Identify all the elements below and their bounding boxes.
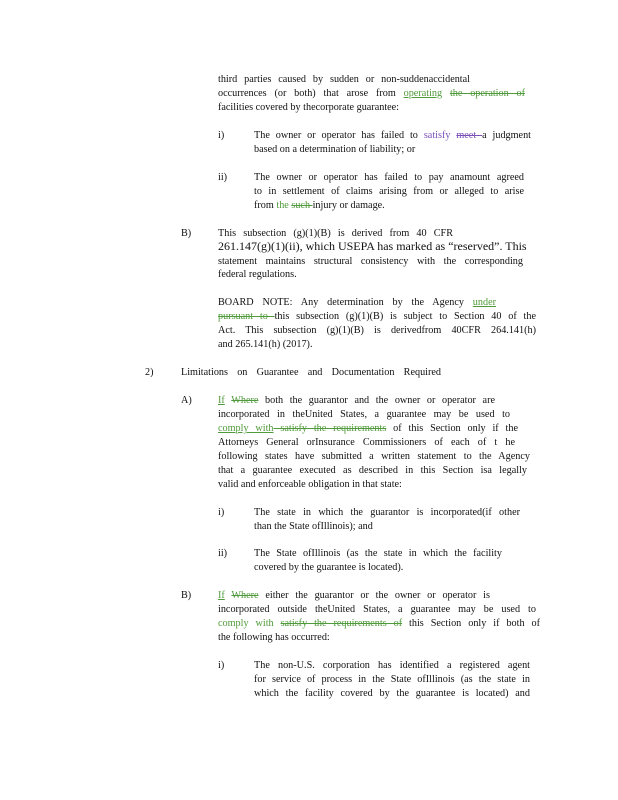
deleted-text: meet [456,130,483,141]
para-line: third parties caused by sudden or non-suddenaccidental [218,74,470,85]
para-line: which the facility covered by the guarantee is located) and [254,688,530,699]
inserted-text: satisfy [423,130,451,141]
item-number: B) [181,590,192,601]
board-note-line: BOARD NOTE: Any determination by the Agency under [218,297,496,308]
para-line: following states have submitted a written statement to the Agency [218,451,530,462]
para-line: The non-U.S. corporation has identified a registered agent [254,660,530,671]
deleted-text: such [291,200,313,211]
para-line: This subsection (g)(1)(B) is derived from 40 CFR [218,228,453,239]
para-line: If Where both the guarantor and the owner or operator are [218,395,495,406]
para-line: If Where either the guarantor or the owner or operator is [218,590,490,601]
inserted-text: If [218,395,225,406]
para-line: the following has occurred: [218,632,330,643]
deleted-text: pursuant to [218,311,275,322]
para-line: Attorneys General orInsurance Commissioners of each of t he [218,437,515,448]
item-number: B) [181,228,192,239]
item-number: ii) [218,172,228,183]
para-line: statement maintains structural consistency with the corresponding [218,256,523,267]
para-line: federal regulations. [218,269,297,280]
para-line: 261.147(g)(1)(ii), which USEPA has marked as “reserved”. This [218,239,527,253]
deleted-text: satisfy the requirements [273,423,387,434]
board-note-line: Act. This subsection (g)(1)(B) is derivedfrom 40CFR 264.141(h) [218,325,536,336]
section-heading: Limitations on Guarantee and Documentation Required [181,367,441,378]
para-line: than the State ofIllinois); and [254,521,373,532]
board-note-line: and 265.141(h) (2017). [218,339,313,350]
section-number: 2) [145,367,154,378]
inserted-text: comply with [218,423,274,434]
para-line: The State ofIllinois (as the state in which the facility [254,548,502,559]
deleted-text: Where [231,395,259,406]
para-line: The owner or operator has failed to satisfy meet a judgment [254,130,531,141]
para-line: covered by the guarantee is located). [254,562,404,573]
para-line: The state in which the guarantor is incorporated(if other [254,507,520,518]
item-number: ii) [218,548,228,559]
para-line: valid and enforceable obligation in that state: [218,479,402,490]
item-number: i) [218,507,225,518]
item-number: A) [181,395,192,406]
para-line: for service of process in the State ofIllinois (as the state in [254,674,530,685]
inserted-text: the [276,200,292,211]
deleted-text: the operation of [449,88,526,99]
inserted-text: operating [403,88,443,99]
para-line: comply with satisfy the requirements of this Section only if both of [218,618,540,629]
para-line: to in settlement of claims arising from or alleged to arise [254,186,524,197]
para-line: based on a determination of liability; or [254,144,416,155]
inserted-text: comply with [218,618,281,629]
para-line: from the such injury or damage. [254,200,385,211]
para-line: occurrences (or both) that arose from operating the operation of [218,88,526,99]
item-number: i) [218,130,225,141]
para-line: incorporated outside theUnited States, a guarantee may be used to [218,604,536,615]
para-line: incorporated in theUnited States, a guarantee may be used to [218,409,510,420]
inserted-text: If [218,590,225,601]
para-line: facilities covered by thecorporate guarantee: [218,102,400,113]
para-line: that a guarantee executed as described in this Section isa legally [218,465,527,476]
item-number: i) [218,660,225,671]
deleted-text: Where [231,590,259,601]
board-note-line: pursuant to this subsection (g)(1)(B) is subject to Section 40 of the [218,311,536,322]
para-line: comply with satisfy the requirements of this Section only if the [218,423,518,434]
para-line: The owner or operator has failed to pay anamount agreed [254,172,524,183]
deleted-text: satisfy the requirements of [280,618,403,629]
inserted-text: under [472,297,496,308]
